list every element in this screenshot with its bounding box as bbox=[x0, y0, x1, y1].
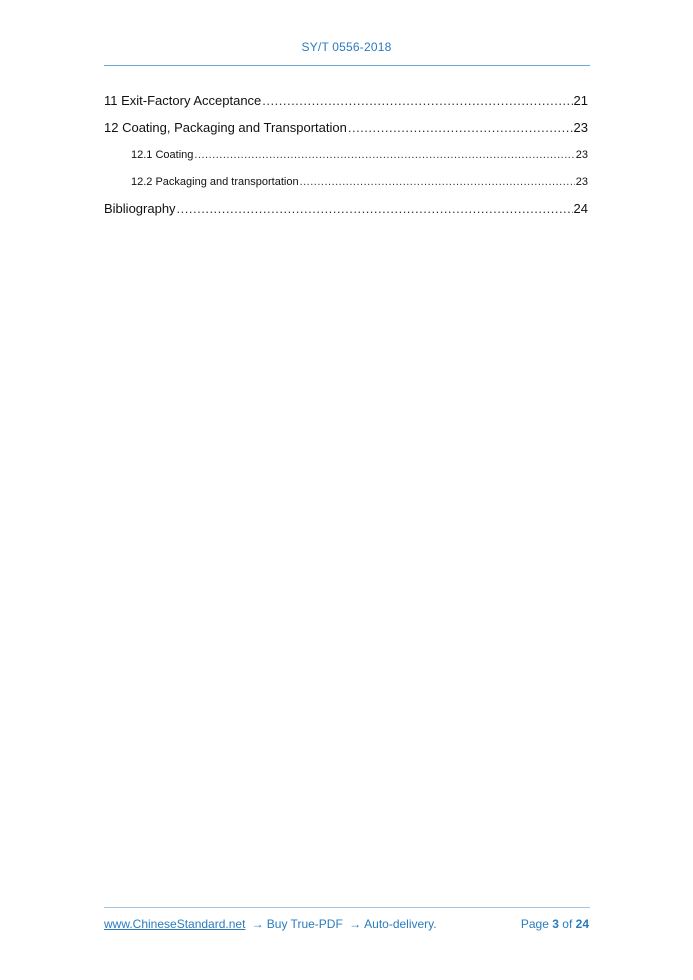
toc-entry[interactable] bbox=[104, 117, 588, 144]
footer-divider bbox=[104, 907, 590, 908]
auto-delivery-text: Auto-delivery. bbox=[364, 917, 437, 931]
toc-entry-title: 11 Exit-Factory Acceptance bbox=[104, 93, 262, 108]
toc-entry-page: 24 bbox=[573, 201, 588, 216]
toc-dot-leader bbox=[177, 198, 573, 220]
page-label: Page bbox=[520, 917, 549, 931]
website-link[interactable]: www.ChineseStandard.net bbox=[104, 917, 246, 931]
toc-entry[interactable] bbox=[104, 198, 588, 225]
page-indicator bbox=[521, 917, 589, 931]
toc-entry-page: 23 bbox=[575, 149, 588, 161]
arrow-right-icon: → bbox=[349, 917, 362, 931]
of-label: of bbox=[562, 917, 573, 931]
toc-entry-page: 23 bbox=[575, 176, 588, 188]
toc-entry-title: 12.1 Coating bbox=[131, 149, 194, 161]
total-pages-number: 24 bbox=[575, 917, 589, 931]
arrow-right-icon: → bbox=[251, 917, 264, 931]
current-page-number: 3 bbox=[552, 917, 559, 931]
buy-pdf-text: Buy True-PDF bbox=[266, 917, 343, 931]
toc-subentry[interactable] bbox=[104, 144, 588, 171]
toc-entry-title: Bibliography bbox=[104, 201, 176, 216]
toc-entry-title: 12.2 Packaging and transportation bbox=[131, 176, 299, 188]
toc-dot-leader bbox=[194, 144, 574, 166]
toc-dot-leader bbox=[262, 90, 572, 112]
toc-dot-leader bbox=[300, 171, 575, 193]
page-footer bbox=[104, 917, 589, 931]
toc-subentry[interactable] bbox=[104, 171, 588, 198]
header-divider bbox=[104, 65, 590, 66]
table-of-contents bbox=[104, 90, 588, 225]
footer-promo bbox=[104, 917, 437, 931]
toc-dot-leader bbox=[348, 117, 573, 139]
toc-entry-title: 12 Coating, Packaging and Transportation bbox=[104, 120, 347, 135]
header-title: SY/T 0556-2018 bbox=[301, 40, 392, 54]
toc-entry-page: 21 bbox=[573, 93, 588, 108]
toc-entry-page: 23 bbox=[573, 120, 588, 135]
toc-entry[interactable] bbox=[104, 90, 588, 117]
